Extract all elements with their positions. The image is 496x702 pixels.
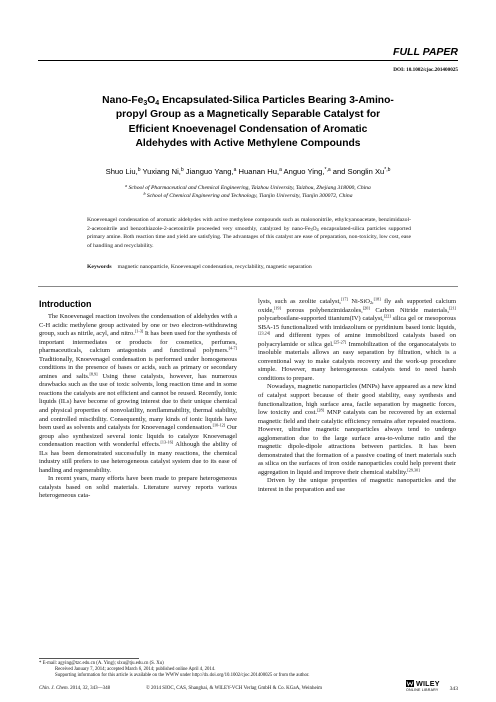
keywords-label: Keywords <box>87 264 112 270</box>
body-paragraph-2: Nowadays, magnetic nanoparticles (MNPs) have appeared as a new kind of catalyst support because of their good stability, easy synthesis and functionalization, high surface area, facile separation by magnetic forces, low toxicity and cost.[28] MNP catalysts can be recovered by an external magnetic field and their catalytic efficiency remains after repeated reactions. However, ultrafine magnetic nanoparticles always tend to undergo agglomeration due to the large surface area-to-volume ratio and the magnetic dipole-dipole attractions between particles. It has been demonstrated that the formation of a passive coating of inert materials such as silica on the surfaces of iron oxide nanoparticles could help prevent their aggregation in liquid and improve their chemical stability.[29,30] <box>258 383 456 476</box>
footnote-dates: Received January 7, 2014; accepted March 6, 2014; published online April 4, 2014. <box>55 667 216 672</box>
wiley-wordmark: WILEY <box>416 679 440 688</box>
footnote-supporting-info: Supporting information for this article is available on the WWW under http://dx.doi.org/10.1002/cjoc.201400025 or from the author. <box>55 673 310 678</box>
keywords-text: magnetic nanoparticle, Knoevenagel condensation, recyclability, magnetic separation <box>117 264 312 270</box>
title-line-3: Efficient Knoevenagel Condensation of Aromatic <box>128 123 368 135</box>
title-line-4: Aldehydes with Active Methylene Compounds <box>135 137 361 149</box>
left-column <box>39 298 237 501</box>
title-line-2: propyl Group as a Magnetically Separable Catalyst for <box>115 109 381 121</box>
doi: DOI: 10.1002/cjoc.201400025 <box>393 67 458 73</box>
body-paragraph-1: lysts, such as zeolite catalyst,[17] Ni-SiO$_2$,[18] fly ash supported calcium oxide,[19] porous polybenzimidazoles,[20] Carbon Nitride materials,[21] polycarbosilane-supported titanium(IV) catalyst,[22] silica gel or mesoporous SBA-15 functionalized with imidazolium or pyridinium based ionic liquids,[23,24] and different types of amine immobilized catalysts based on polyacrylamide or silica gel.[25-27] Immobilization of the organocatalysts to insoluble materials allows an easy separation by filtration, which is a conventional way to make catalysts recovery and the work-up procedure simple. However, many heterogeneous catalysts tend to need harsh conditions to prepare. <box>258 296 457 382</box>
title-line-1: Nano-$Fe_3O_4$ Encapsulated-Silica Particles Bearing 3-Amino- <box>102 95 394 107</box>
section-divider <box>38 286 458 287</box>
intro-paragraph-2: In recent years, many efforts have been made to prepare heterogeneous catalysts based on solid materials. Literature survey reports various heterogeneous cata- <box>39 475 237 500</box>
paper-title <box>50 94 446 151</box>
intro-paragraph-1: The Knoevenagel reaction involves the condensation of aldehydes with a C-H acidic methylene group activated by one or two electron-withdrawing group, such as nitrile, acyl, and nitro.[1-3] It has been used for the synthesis of important intermediates or products for cosmetics, perfumes, pharmaceuticals, calcium antagonists and functional polymers.[4-7] Traditionally, Knoevenagel condensation is performed under homogeneous conditions in the presence of bases or acids, such as primary or secondary amines and salts.[8,9] Using these catalysts, however, has numerous drawbacks such as the use of toxic solvents, long reaction time and in some reactions the catalysts are not efficient and cannot be reused. Recently, ionic liquids (ILs) have become of growing interest due to their unique chemical and physical properties of nonvolatility, nonflammability, thermal stability, and controlled miscibility. Consequently, many kinds of ionic liquids have been used as solvents and catalysts for Knoevenagel condensation.[10-12] Our group also synthesized several ionic liquids to catalyze Knoevenagel condensation reaction with wonderful effects.[13-16] Although the ability of ILs has been demonstrated successfully in many reactions, the chemical industry still prefers to use heterogeneous catalyst system due to its ease of handling and regenerability. <box>39 313 238 474</box>
body-paragraph-3: Driven by the unique properties of magnetic nanoparticles and the interest in the preparation and use <box>258 477 456 494</box>
keywords <box>87 264 411 270</box>
section-heading-introduction: Introduction <box>39 299 92 309</box>
wiley-online-library-logo <box>404 679 440 695</box>
affiliation-b: $^b$ School of Chemical Engineering and Technology, Tianjin University, Tianjin 300072, China <box>143 191 353 199</box>
wiley-logo-icon <box>406 680 414 687</box>
right-column <box>258 298 456 495</box>
author-list: Shuo Liu,$^b$ Yuxiang Ni,$^b$ Jianguo Yang,$^a$ Huanan Hu,$^a$ Anguo Ying,$^{*,a}$ and Songlin $Xu^{*,b}$ <box>105 167 391 176</box>
header-rule <box>38 60 458 61</box>
copyright-notice: © 2014 SIOC, CAS, Shanghai, & WILEY-VCH Verlag GmbH & Co. KGaA, Weinheim <box>146 686 323 691</box>
page-number: 343 <box>449 686 458 692</box>
journal-citation: Chin. J. Chem. 2014, 32, 343—348 <box>39 686 111 691</box>
footnote-rule <box>39 658 139 659</box>
abstract: Knoevenagel condensation of aromatic aldehydes with active methylene compounds such as malononitrile, ethylcyanoacetate, benzimidazol-2-acetonitrile and benzothiazole-2-acetonitrile proceeded very smoothly, catalyzed by nano-$Fe_3O_4$ encapsulated-silica particles supported primary amine. Both reaction time and yield are satisfying. The advantages of this catalyst are ease of preparation, non-toxicity, low cost, ease of handling and recyclability. <box>87 217 411 249</box>
section-type-label: FULL PAPER <box>393 46 458 58</box>
footnote-email: * E-mail: agying@tzc.edu.cn (A. Ying); slxu@tju.edu.cn (S. Xu) <box>39 661 164 666</box>
affiliation-a: $^a$ School of Pharmaceutical and Chemical Engineering, Taizhou University, Taizhou, Zhejiang 318000, China <box>125 183 371 191</box>
wiley-subtitle: ONLINE LIBRARY <box>406 688 439 692</box>
